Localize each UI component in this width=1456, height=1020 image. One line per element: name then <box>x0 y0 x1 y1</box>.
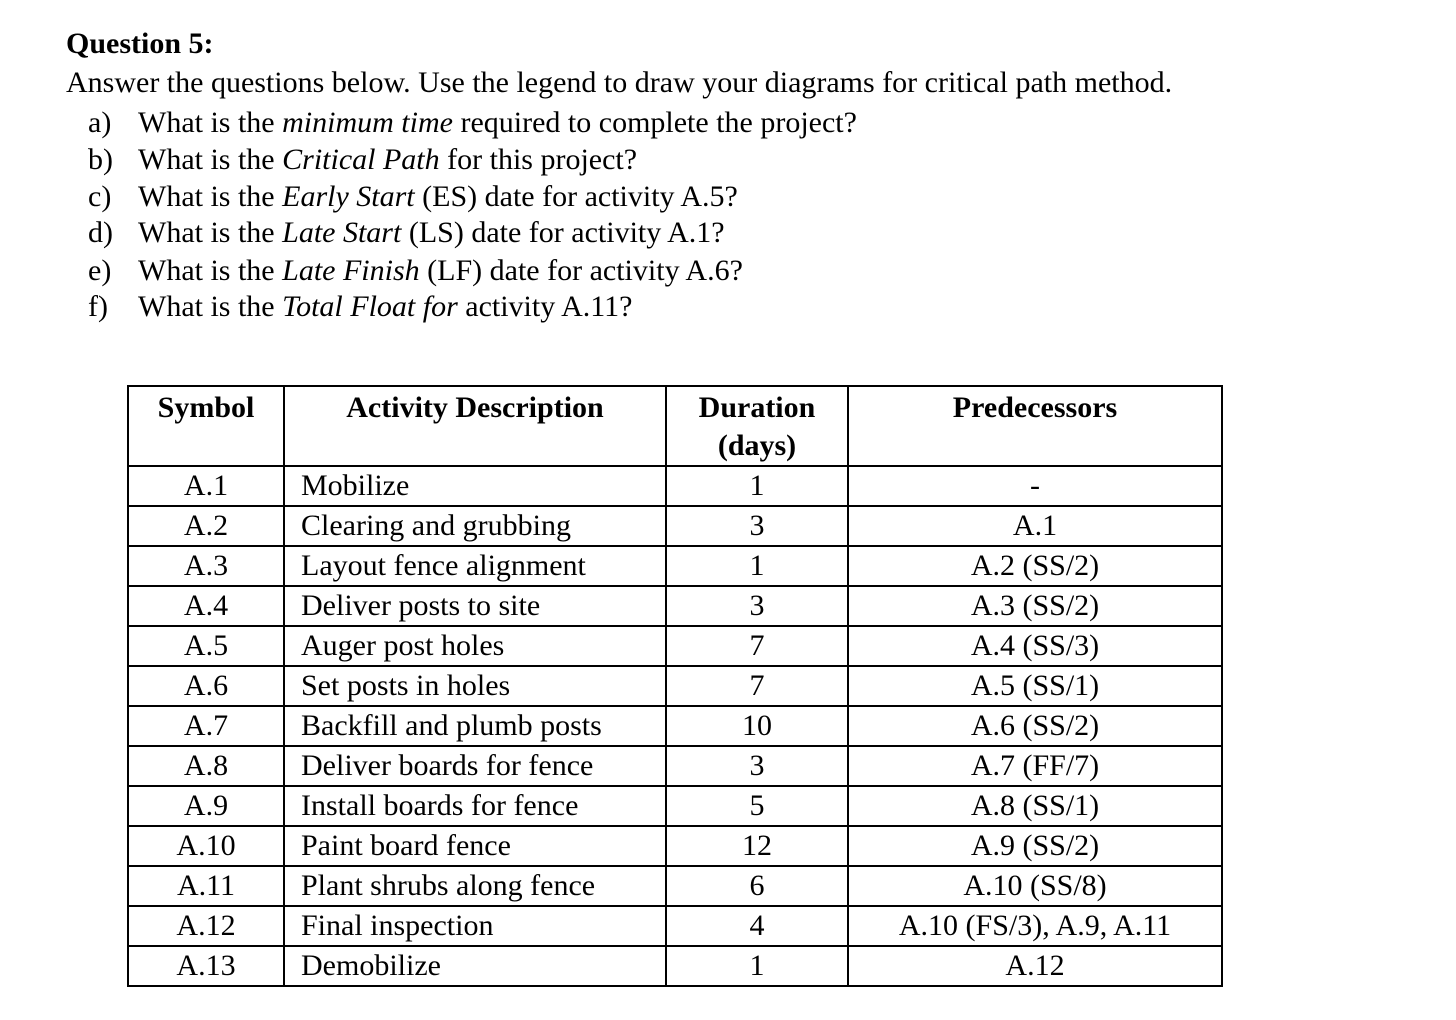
header-description: Activity Description <box>284 386 666 466</box>
question-letter: b) <box>88 143 113 176</box>
header-symbol: Symbol <box>128 386 284 466</box>
cell-symbol: A.11 <box>128 866 284 906</box>
cell-description: Backfill and plumb posts <box>284 706 666 746</box>
table-body <box>128 466 1222 986</box>
table-row <box>128 626 1222 666</box>
cell-symbol: A.13 <box>128 946 284 986</box>
table-row <box>128 946 1222 986</box>
table-row <box>128 906 1222 946</box>
question-emphasis: Total Float for <box>282 290 458 323</box>
cell-description: Demobilize <box>284 946 666 986</box>
question-text-post: (LS) date for activity A.1? <box>401 216 725 249</box>
question-emphasis: Late Finish <box>282 254 420 287</box>
cell-predecessors: A.10 (FS/3), A.9, A.11 <box>848 906 1222 946</box>
cell-symbol: A.8 <box>128 746 284 786</box>
question-letter: c) <box>88 180 112 213</box>
cell-description: Deliver boards for fence <box>284 746 666 786</box>
question-text-pre: What is the <box>138 180 283 213</box>
question-a <box>88 105 857 141</box>
cell-symbol: A.1 <box>128 466 284 506</box>
question-emphasis: Early Start <box>282 180 415 213</box>
question-letter: a) <box>88 106 112 139</box>
question-title: Question 5: <box>66 27 214 60</box>
cell-duration: 12 <box>666 826 848 866</box>
cell-description: Set posts in holes <box>284 666 666 706</box>
cell-description: Install boards for fence <box>284 786 666 826</box>
cell-symbol: A.12 <box>128 906 284 946</box>
cell-symbol: A.6 <box>128 666 284 706</box>
cell-duration: 6 <box>666 866 848 906</box>
cell-duration: 3 <box>666 746 848 786</box>
cell-predecessors: A.5 (SS/1) <box>848 666 1222 706</box>
table-row <box>128 706 1222 746</box>
question-text-pre: What is the <box>138 143 283 176</box>
cell-duration: 7 <box>666 666 848 706</box>
cell-predecessors: A.4 (SS/3) <box>848 626 1222 666</box>
table-row <box>128 506 1222 546</box>
cell-duration: 1 <box>666 546 848 586</box>
table-row <box>128 786 1222 826</box>
cell-symbol: A.5 <box>128 626 284 666</box>
cell-description: Plant shrubs along fence <box>284 866 666 906</box>
cell-predecessors: A.7 (FF/7) <box>848 746 1222 786</box>
table-row <box>128 666 1222 706</box>
question-text-post: (ES) date for activity A.5? <box>414 180 738 213</box>
header-duration <box>666 386 848 466</box>
cell-predecessors: A.10 (SS/8) <box>848 866 1222 906</box>
question-b <box>88 142 637 178</box>
cell-duration: 5 <box>666 786 848 826</box>
table-header-row <box>128 386 1222 466</box>
cell-predecessors: A.8 (SS/1) <box>848 786 1222 826</box>
question-text-post: (LF) date for activity A.6? <box>419 254 743 287</box>
question-e <box>88 253 743 289</box>
header-duration-line2: (days) <box>717 429 797 462</box>
cell-description: Mobilize <box>284 466 666 506</box>
cell-duration: 1 <box>666 946 848 986</box>
cell-predecessors: - <box>848 466 1222 506</box>
cell-symbol: A.9 <box>128 786 284 826</box>
question-letter: f) <box>88 290 108 323</box>
question-letter: d) <box>88 216 113 249</box>
cell-predecessors: A.12 <box>848 946 1222 986</box>
cell-duration: 3 <box>666 506 848 546</box>
cell-description: Paint board fence <box>284 826 666 866</box>
cell-description: Final inspection <box>284 906 666 946</box>
table-row <box>128 866 1222 906</box>
cell-duration: 7 <box>666 626 848 666</box>
cell-predecessors: A.3 (SS/2) <box>848 586 1222 626</box>
question-text-pre: What is the <box>138 106 283 139</box>
cell-description: Auger post holes <box>284 626 666 666</box>
table-row <box>128 746 1222 786</box>
question-text-pre: What is the <box>138 290 283 323</box>
question-text-pre: What is the <box>138 216 283 249</box>
header-predecessors: Predecessors <box>848 386 1222 466</box>
cell-predecessors: A.6 (SS/2) <box>848 706 1222 746</box>
question-intro: Answer the questions below. Use the legend to draw your diagrams for critical path method. <box>66 66 1173 99</box>
cell-predecessors: A.1 <box>848 506 1222 546</box>
question-text-post: required to complete the project? <box>452 106 857 139</box>
question-text-post: activity A.11? <box>457 290 633 323</box>
table-row <box>128 466 1222 506</box>
question-c <box>88 179 738 215</box>
cell-duration: 3 <box>666 586 848 626</box>
cell-description: Layout fence alignment <box>284 546 666 586</box>
question-text-post: for this project? <box>439 143 638 176</box>
activity-table <box>127 385 1223 987</box>
table-row <box>128 586 1222 626</box>
cell-symbol: A.4 <box>128 586 284 626</box>
question-d <box>88 215 725 251</box>
cell-symbol: A.7 <box>128 706 284 746</box>
cell-duration: 1 <box>666 466 848 506</box>
header-duration-line1: Duration <box>698 391 816 424</box>
question-text-pre: What is the <box>138 254 283 287</box>
table-row <box>128 826 1222 866</box>
cell-description: Deliver posts to site <box>284 586 666 626</box>
cell-predecessors: A.2 (SS/2) <box>848 546 1222 586</box>
cell-symbol: A.10 <box>128 826 284 866</box>
question-emphasis: Late Start <box>282 216 402 249</box>
cell-duration: 10 <box>666 706 848 746</box>
table-row <box>128 546 1222 586</box>
cell-symbol: A.3 <box>128 546 284 586</box>
question-emphasis: Critical Path <box>282 143 440 176</box>
question-letter: e) <box>88 254 112 287</box>
cell-duration: 4 <box>666 906 848 946</box>
cell-symbol: A.2 <box>128 506 284 546</box>
cell-description: Clearing and grubbing <box>284 506 666 546</box>
cell-predecessors: A.9 (SS/2) <box>848 826 1222 866</box>
question-f <box>88 289 632 325</box>
question-emphasis: minimum time <box>282 106 453 139</box>
